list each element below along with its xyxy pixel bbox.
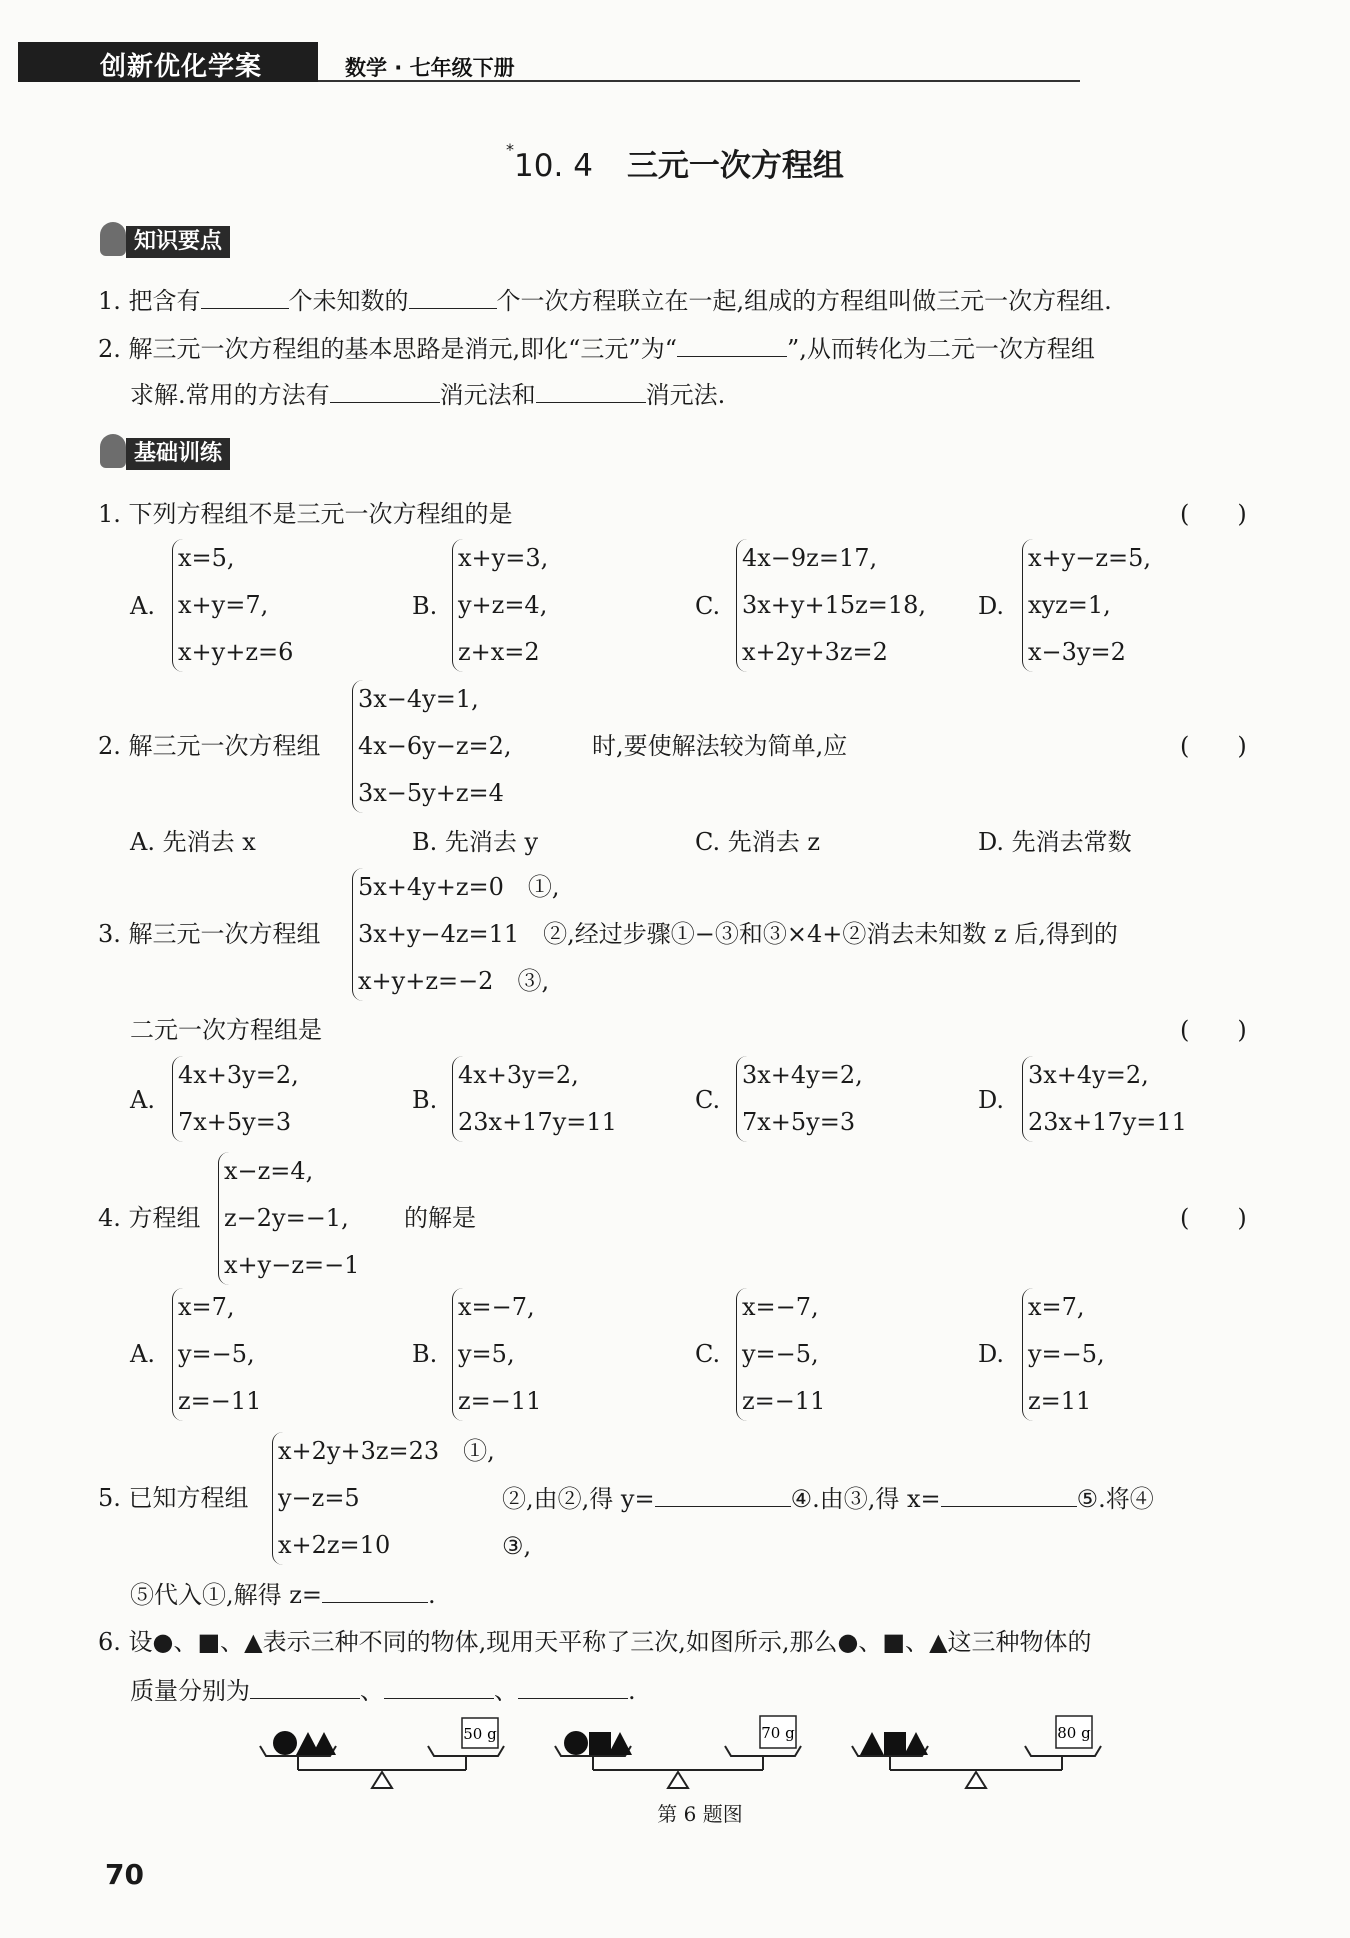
q4-option-a-system: x=7, y=−5, z=−11 [172,1284,261,1425]
text: 、 [360,1677,384,1705]
text: ⑤代入①,解得 z= [130,1581,323,1609]
square-icon [884,1732,906,1755]
q4-option-b-label: B. [412,1340,438,1368]
q3-option-a-system: 4x+3y=2, 7x+5y=3 [172,1052,299,1146]
q4-option-b-system: x=−7, y=5, z=−11 [452,1284,541,1425]
answer-paren[interactable]: ( ) [1180,500,1247,528]
text: . [628,1677,636,1705]
lesson-name: 三元一次方程组 [626,148,844,184]
text: 消元法和 [439,381,536,409]
q3-stem-cont: 二元一次方程组是 [130,1016,322,1044]
q2-tail: 时,要使解法较为简单,应 [592,732,848,760]
q4-stem: 4. 方程组 [98,1204,201,1232]
q3-option-b-label: B. [412,1086,438,1114]
text: . [428,1581,436,1609]
text: 消元法. [645,381,726,409]
text: 个未知数的 [288,287,409,315]
lightbulb-icon [100,222,126,256]
answer-blank[interactable] [384,1674,494,1699]
text: ⑤.将④ [1076,1485,1154,1513]
balance-scale-3 [852,1716,1101,1788]
text: 质量分别为 [130,1677,250,1705]
answer-paren[interactable]: ( ) [1180,732,1247,760]
text: 、 [494,1677,518,1705]
q1-option-a-label: A. [130,592,155,620]
q2-option-d: D. 先消去常数 [978,828,1132,856]
lesson-title [0,140,1350,185]
triangle-icon [608,1732,632,1755]
text: ②,由②,得 y= [502,1485,655,1513]
q5-stem: 5. 已知方程组 [98,1484,249,1512]
circle-icon [273,1731,297,1755]
q3-option-c-label: C. [695,1086,721,1114]
answer-blank[interactable] [677,332,787,357]
q2-option-b: B. 先消去 y [412,828,539,856]
answer-blank[interactable] [655,1482,791,1507]
answer-blank[interactable] [322,1578,428,1603]
q1-option-c-system: 4x−9z=17, 3x+y+15z=18, x+2y+3z=2 [736,535,926,676]
fulcrum-icon [372,1772,392,1788]
text: 2. 解三元一次方程组的基本思路是消元,即化“三元”为“ [98,335,677,363]
section-label: 知识要点 [126,226,230,258]
q6-line2 [130,1674,636,1707]
answer-blank[interactable] [536,378,646,403]
balance-scale-2 [555,1716,801,1788]
q5-ref-3: ③, [502,1532,532,1560]
q1-option-d-system: x+y−z=5, xyz=1, x−3y=2 [1022,535,1151,676]
balance-scale-1 [260,1718,504,1788]
q1-option-d-label: D. [978,592,1005,620]
text: 求解.常用的方法有 [130,381,330,409]
triangle-icon [860,1732,884,1755]
page-number: 70 [105,1858,144,1891]
q6-stem: 6. 设●、■、▲表示三种不同的物体,现用天平称了三次,如图所示,那么●、■、▲这三种物体的 [98,1628,1092,1656]
header-rule [318,80,1080,82]
q3-option-d-label: D. [978,1086,1005,1114]
q4-system: x−z=4, z−2y=−1, x+y−z=−1 [218,1148,359,1289]
answer-blank[interactable] [250,1674,360,1699]
q2-system: 3x−4y=1, 4x−6y−z=2, 3x−5y+z=4 [352,676,512,817]
text: 个一次方程联立在一起,组成的方程组叫做三元一次方程组. [496,287,1112,315]
answer-blank[interactable] [330,378,440,403]
q5-mid [502,1482,1154,1515]
figure-caption: 第 6 题图 [657,1802,743,1826]
answer-paren[interactable]: ( ) [1180,1204,1247,1232]
answer-blank[interactable] [409,284,497,309]
answer-blank[interactable] [941,1482,1077,1507]
answer-blank[interactable] [518,1674,628,1699]
fulcrum-icon [668,1772,688,1788]
lesson-number: 10. 4 [514,148,593,184]
q3-option-c-system: 3x+4y=2, 7x+5y=3 [736,1052,863,1146]
answer-blank[interactable] [201,284,289,309]
brand-title: 创新优化学案 [100,52,263,82]
q1-option-a-system: x=5, x+y=7, x+y+z=6 [172,535,293,676]
q1-option-c-label: C. [695,592,721,620]
text: ”,从而转化为二元一次方程组 [786,335,1095,363]
weight-label: 70 g [761,1724,795,1742]
q1-option-b-label: B. [412,592,438,620]
q3-option-a-label: A. [130,1086,155,1114]
q5-system: x+2y+3z=23 ①, y−z=5 x+2z=10 [272,1428,495,1569]
triangle-icon [312,1732,336,1755]
answer-paren[interactable]: ( ) [1180,1016,1247,1044]
knowledge-item-2-cont [130,378,725,411]
q3-option-d-system: 3x+4y=2, 23x+17y=11 [1022,1052,1187,1146]
q4-option-c-system: x=−7, y=−5, z=−11 [736,1284,825,1425]
lightbulb-icon [100,434,126,468]
knowledge-item-1 [98,284,1112,317]
q3-system: 5x+4y+z=0 ①, 3x+y−4z=11 ②,经过步骤①−③和③×4+②消去未知数 z 后,得到的 x+y+z=−2 ③, [352,864,1118,1005]
q1-option-b-system: x+y=3, y+z=4, z+x=2 [452,535,548,676]
knowledge-item-2 [98,332,1095,365]
q4-tail: 的解是 [404,1204,476,1232]
text: 1. 把含有 [98,287,201,315]
subject-label: 数学 · 七年级下册 [345,56,515,80]
fulcrum-icon [966,1772,986,1788]
square-icon [589,1732,611,1755]
q2-stem: 2. 解三元一次方程组 [98,732,321,760]
q5-line2 [130,1578,436,1611]
q3-option-b-system: 4x+3y=2, 23x+17y=11 [452,1052,617,1146]
balance-figure [250,1712,1150,1804]
weight-label: 80 g [1057,1724,1091,1742]
text: ④.由③,得 x= [790,1485,941,1513]
q4-option-d-system: x=7, y=−5, z=11 [1022,1284,1105,1425]
triangle-icon [904,1732,928,1755]
q4-option-d-label: D. [978,1340,1005,1368]
optional-mark: * [506,140,515,159]
circle-icon [564,1731,588,1755]
q4-option-a-label: A. [130,1340,155,1368]
q2-option-c: C. 先消去 z [695,828,821,856]
q4-option-c-label: C. [695,1340,721,1368]
q3-stem: 3. 解三元一次方程组 [98,920,321,948]
q2-option-a: A. 先消去 x [130,828,256,856]
q1-stem: 1. 下列方程组不是三元一次方程组的是 [98,500,513,528]
weight-label: 50 g [463,1725,497,1743]
section-label: 基础训练 [126,438,230,470]
